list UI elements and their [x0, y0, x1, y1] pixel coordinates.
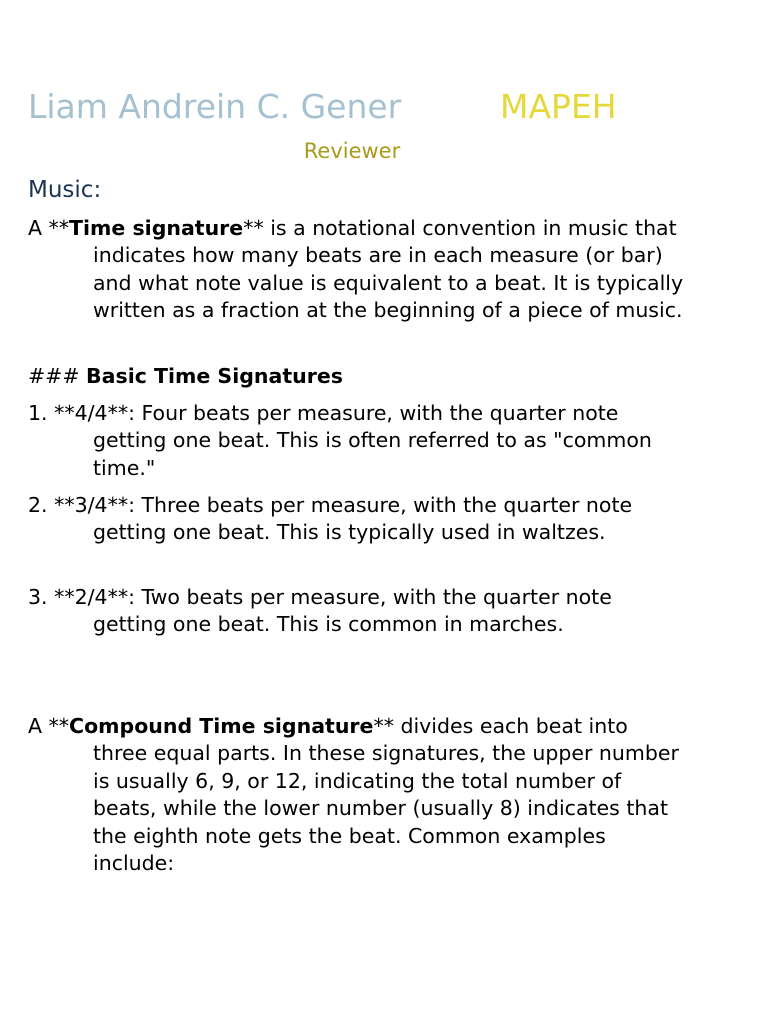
para-body: ** is a notational convention in music that indicates how many beats are in each measure (or bar) and what note value is equivalent to a beat. It is typically written as a fraction at the beginning of a piece of music. [93, 216, 684, 323]
para-prefix: A ** [28, 216, 70, 240]
subheading-basic-time-signatures [28, 363, 688, 390]
section-heading-music: Music: [28, 177, 102, 203]
para-prefix: A ** [28, 714, 70, 738]
para-bold-term: Time signature [69, 216, 244, 240]
para-body: ** divides each beat into three equal parts. In these signatures, the upper number is usually 6, 9, or 12, indicating the total number of beats, while the lower number (usually 8) indicates that the eighth note gets the beat. Common examples include: [93, 714, 679, 876]
list-item: 3. **2/4**: Two beats per measure, with the quarter note getting one beat. This is common in marches. [28, 585, 612, 637]
para-bold-term: Compound Time signature [69, 714, 374, 738]
time-signature-definition [28, 215, 688, 325]
list-item: 2. **3/4**: Three beats per measure, with the quarter note getting one beat. This is typically used in waltzes. [28, 493, 633, 545]
subheading-prefix: ### [28, 364, 87, 388]
list-item: 1. **4/4**: Four beats per measure, with the quarter note getting one beat. This is often referred to as "common time." [28, 401, 652, 480]
author-name: Liam Andrein C. Gener [28, 87, 402, 126]
compound-time-signature-definition [28, 713, 688, 877]
document-subtitle: Reviewer [303, 139, 401, 163]
subheading-text: Basic Time Signatures [86, 364, 343, 388]
subject-title: MAPEH [500, 87, 617, 126]
